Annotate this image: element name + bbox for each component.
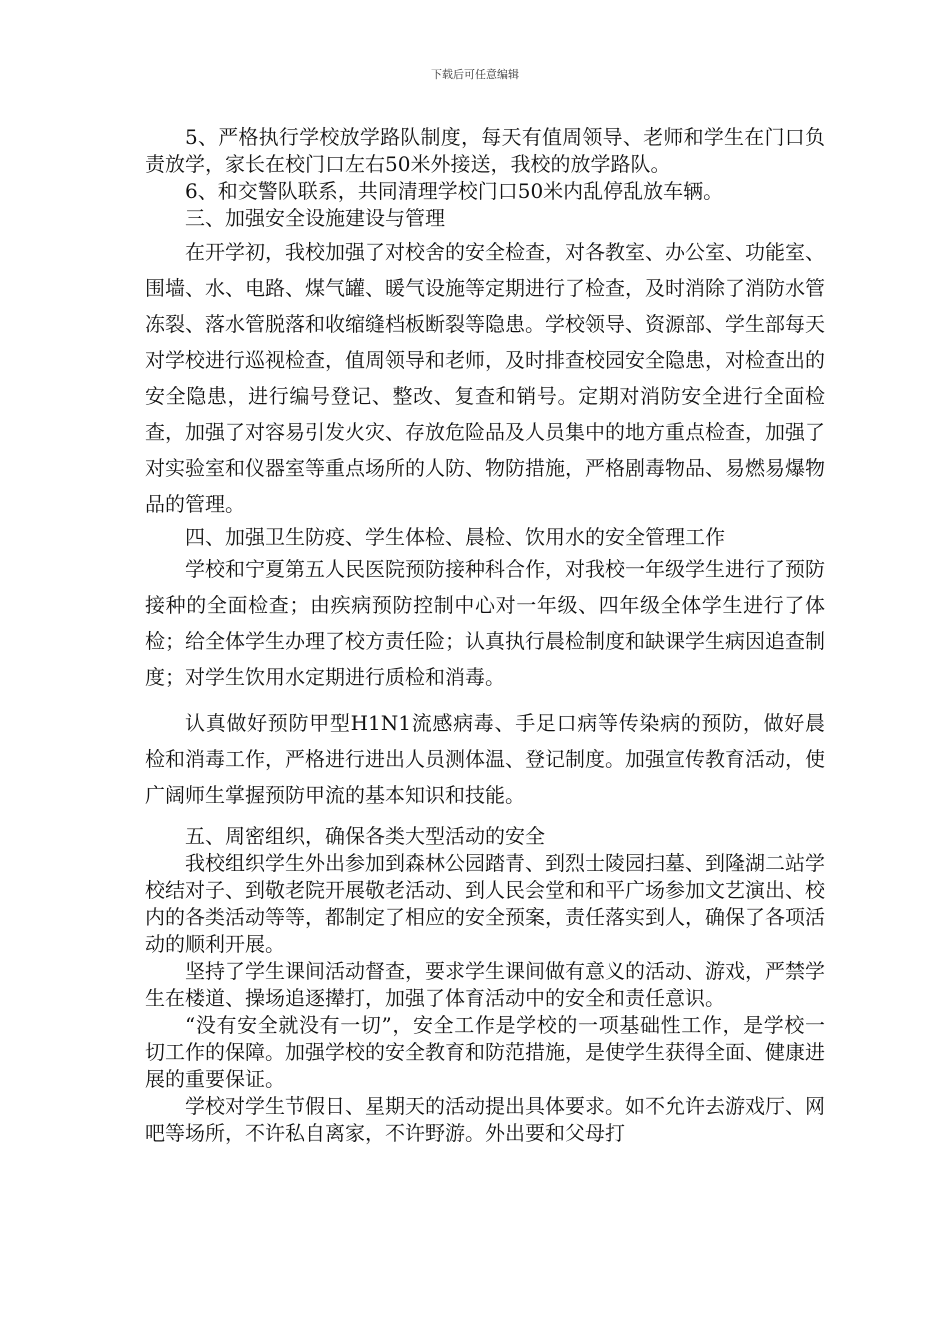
paragraph-outdoor-activities: 我校组织学生外出参加到森林公园踏青、到烈士陵园扫墓、到隆湖二站学校结对子、到敬老院开展敬老活动、到人民会堂和和平广场参加文艺演出、校内的各类活动等等，都制定了相应的安全预案，责任落实到人，确保了各项活动的顺利开展。: [145, 851, 825, 956]
paragraph-traffic-police: 6、和交警队联系，共同清理学校门口50米内乱停乱放车辆。: [185, 179, 724, 203]
section-heading-activities: 五、周密组织，确保各类大型活动的安全: [185, 824, 545, 848]
document-body: [145, 124, 825, 1147]
paragraph-safety-foundation: “没有安全就没有一切”，安全工作是学校的一项基础性工作，是学校一切工作的保障。加强学校的安全教育和防范措施，是使学生获得全面、健康进展的重要保证。: [145, 1013, 825, 1091]
paragraph-recess-supervision: 坚持了学生课间活动督查，要求学生课间做有意义的活动、游戏，严禁学生在楼道、操场追逐撵打，加强了体育活动中的安全和责任意识。: [145, 959, 825, 1010]
paragraph-dismissal-queue: 5、严格执行学校放学路队制度，每天有值周领导、老师和学生在门口负责放学，家长在校门口左右50米外接送，我校的放学路队。: [145, 125, 825, 176]
paragraph-flu-prevention: 认真做好预防甲型H1N1流感病毒、手足口病等传染病的预防，做好晨检和消毒工作，严格进行进出人员测体温、登记制度。加强宣传教育活动，使广阔师生掌握预防甲流的基本知识和技能。: [145, 711, 825, 807]
section-heading-facilities: 三、加强安全设施建设与管理: [185, 206, 445, 230]
paragraph-vaccination: 学校和宁夏第五人民医院预防接种科合作，对我校一年级学生进行了预防接种的全面检查；由疾病预防控制中心对一年级、四年级全体学生进行了体检；给全体学生办理了校方责任险；认真执行晨检制度和缺课学生病因追查制度；对学生饮用水定期进行质检和消毒。: [145, 557, 825, 689]
paragraph-facility-inspection: 在开学初，我校加强了对校舍的安全检查，对各教室、办公室、功能室、围墙、水、电路、煤气罐、暖气设施等定期进行了检查，及时消除了消防水管冻裂、落水管脱落和收缩缝档板断裂等隐患。学校领导、资源部、学生部每天对学校进行巡视检查，值周领导和老师，及时排查校园安全隐患，对检查出的安全隐患，进行编号登记、整改、复查和销号。定期对消防安全进行全面检查，加强了对容易引发火灾、存放危险品及人员集中的地方重点检查，加强了对实验室和仪器室等重点场所的人防、物防措施，严格剧毒物品、易燃易爆物品的管理。: [145, 240, 825, 516]
page-header: 下载后可任意编辑: [431, 68, 519, 81]
section-heading-health: 四、加强卫生防疫、学生体检、晨检、饮用水的安全管理工作: [185, 525, 725, 549]
paragraph-holiday-rules: 学校对学生节假日、星期天的活动提出具体要求。如不允许去游戏厅、网吧等场所，不许私自离家，不许野游。外出要和父母打: [145, 1094, 825, 1145]
